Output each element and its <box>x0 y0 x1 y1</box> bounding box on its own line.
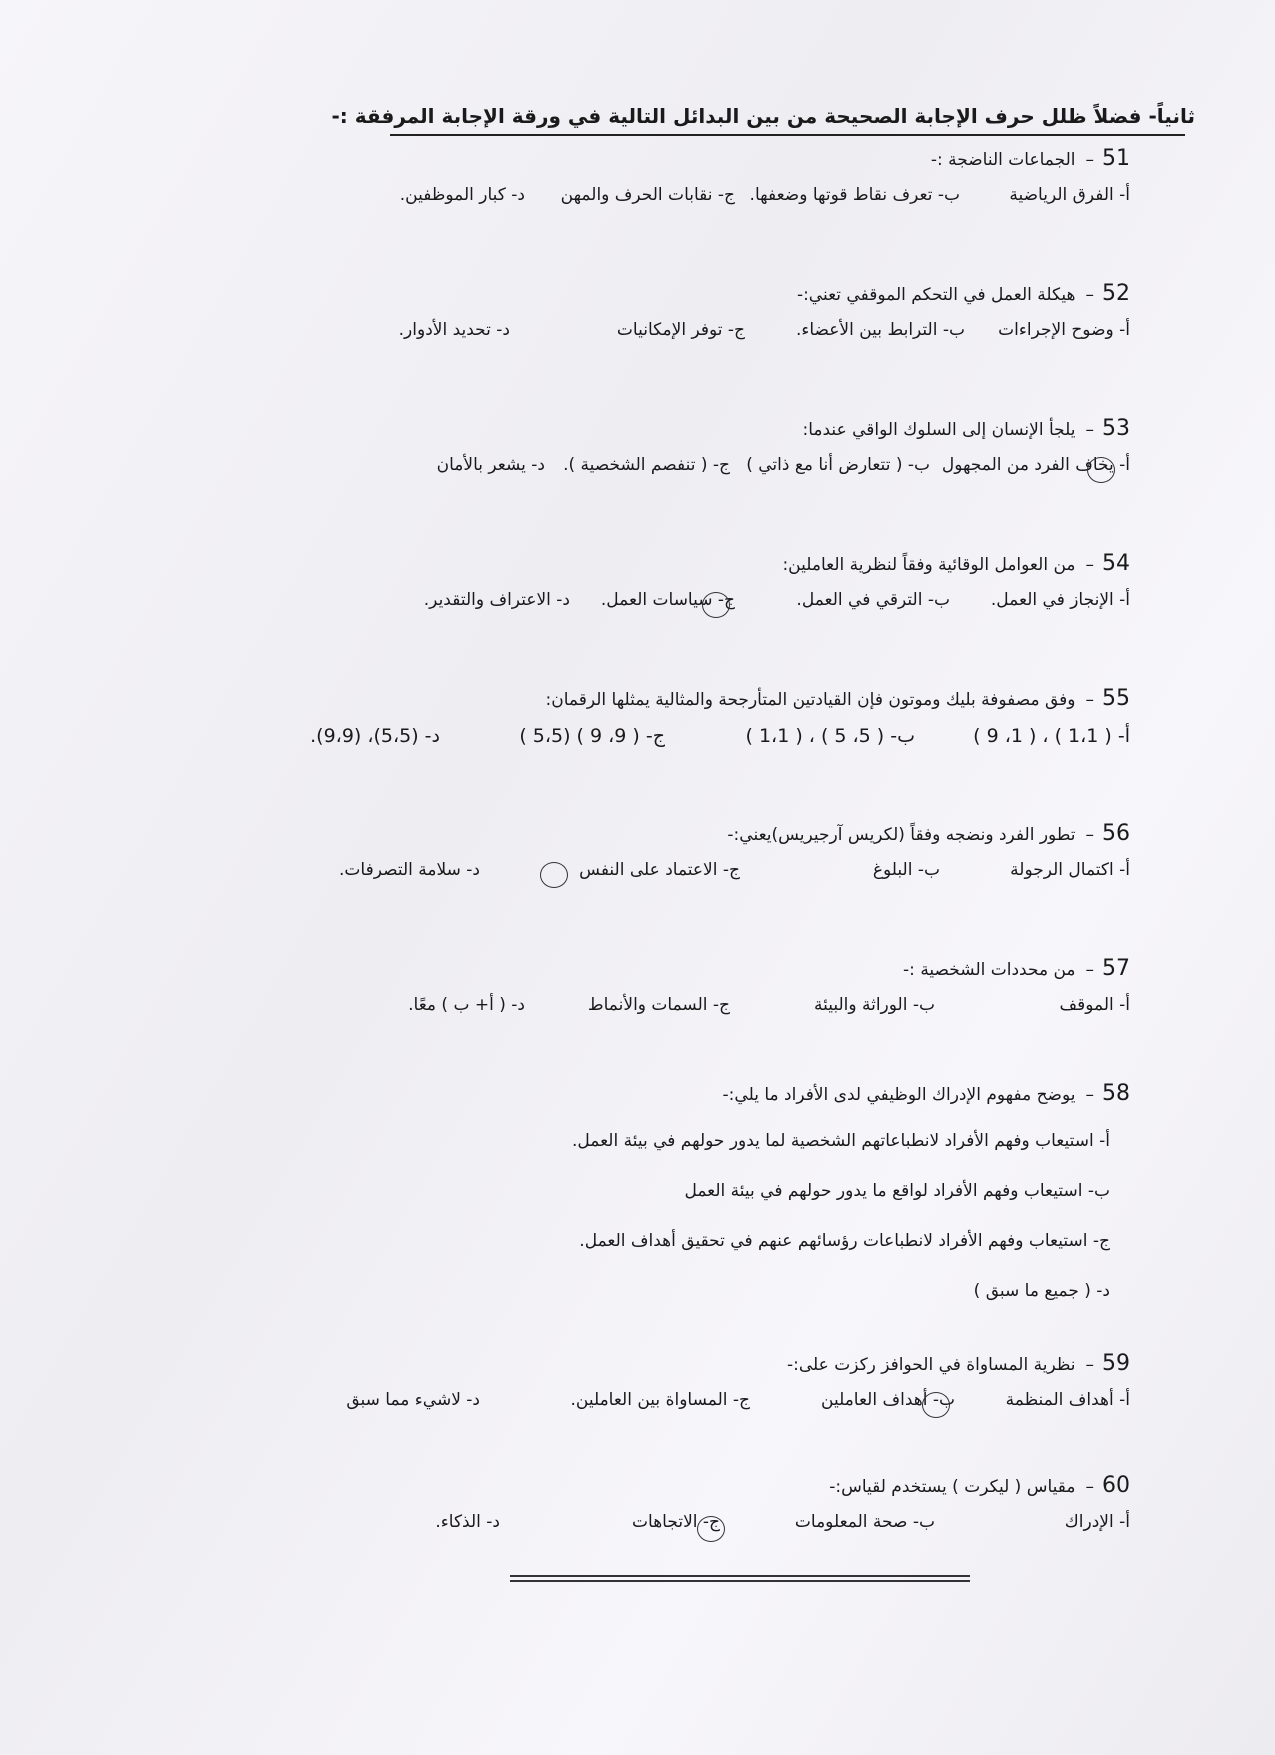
question-51 <box>130 145 1130 219</box>
option-d[interactable]: د- ( جميع ما سبق ) <box>973 1281 1110 1301</box>
handwritten-circle-mark <box>697 1516 725 1542</box>
option-d[interactable]: د- سلامة التصرفات. <box>339 860 480 880</box>
question-text: يلجأ الإنسان إلى السلوك الواقي عندما: <box>802 420 1076 440</box>
question-text: يوضح مفهوم الإدراك الوظيفي لدى الأفراد ما يلي:- <box>722 1085 1076 1105</box>
option-c[interactable]: ج- ( تنفصم الشخصية ). <box>563 455 730 475</box>
option-c[interactable]: ج- نقابات الحرف والمهن <box>560 185 735 205</box>
handwritten-circle-mark <box>702 592 730 618</box>
option-a[interactable]: أ- اكتمال الرجولة <box>1010 860 1130 880</box>
option-b[interactable]: ب- صحة المعلومات <box>794 1512 935 1532</box>
question-number: 58 <box>1102 1081 1130 1106</box>
option-d[interactable]: د- يشعر بالأمان <box>436 455 545 475</box>
question-number: 59 <box>1102 1351 1130 1376</box>
option-a[interactable]: أ- استيعاب وفهم الأفراد لانطباعاتهم الشخصية لما يدور حولهم في بيئة العمل. <box>571 1131 1110 1151</box>
option-c[interactable]: ج- سياسات العمل. <box>600 590 735 610</box>
question-number: 54 <box>1102 551 1130 576</box>
options-row <box>130 860 1130 894</box>
options-row <box>130 185 1130 219</box>
option-c[interactable]: ج- ( 9، 9 ) (5،5 ) <box>519 725 665 747</box>
question-stem: 56–تطور الفرد ونضجه وفقاً (لكريس آرجيريس)يعني:- <box>727 821 1130 846</box>
options-row <box>130 590 1130 624</box>
option-c[interactable]: ج- استيعاب وفهم الأفراد لانطباعات رؤسائهم عنهم في تحقيق أهداف العمل. <box>579 1231 1110 1251</box>
question-number: 60 <box>1102 1473 1130 1498</box>
handwritten-circle-mark <box>922 1392 950 1418</box>
option-d[interactable]: د- ( أ+ ب ) معًا. <box>408 995 525 1015</box>
question-number: 52 <box>1102 281 1130 306</box>
option-a[interactable]: أ- أهداف المنظمة <box>1005 1390 1130 1410</box>
option-d[interactable]: د- لاشيء مما سبق <box>346 1390 480 1410</box>
question-text: تطور الفرد ونضجه وفقاً (لكريس آرجيريس)يعني:- <box>727 825 1076 845</box>
question-stem: 52–هيكلة العمل في التحكم الموقفي تعني:- <box>796 281 1130 306</box>
question-text: هيكلة العمل في التحكم الموقفي تعني:- <box>796 285 1076 305</box>
handwritten-circle-mark <box>1087 457 1115 483</box>
options-row <box>130 455 1130 489</box>
question-stem: 57–من محددات الشخصية :- <box>903 956 1130 981</box>
option-d[interactable]: د- الاعتراف والتقدير. <box>423 590 570 610</box>
question-stem: 54–من العوامل الوقائية وفقاً لنظرية العاملين: <box>782 551 1130 576</box>
options-row <box>130 1390 1130 1424</box>
option-b[interactable]: ب- الترابط بين الأعضاء. <box>795 320 965 340</box>
option-c[interactable]: ج- توفر الإمكانيات <box>616 320 745 340</box>
question-number: 53 <box>1102 416 1130 441</box>
handwritten-circle-mark <box>540 862 568 888</box>
question-59 <box>130 1350 1130 1424</box>
question-stem: 55–وفق مصفوفة بليك وموتون فإن القيادتين المتأرجحة والمثالية يمثلها الرقمان: <box>545 686 1130 711</box>
heading-underline <box>390 134 1185 136</box>
options-row <box>130 320 1130 354</box>
option-a[interactable]: أ- الإنجاز في العمل. <box>990 590 1130 610</box>
option-a[interactable]: أ- الموقف <box>1059 995 1130 1015</box>
question-text: نظرية المساواة في الحوافز ركزت على:- <box>786 1355 1076 1375</box>
option-b[interactable]: ب- أهداف العاملين <box>821 1390 955 1410</box>
question-58 <box>130 1080 1130 1304</box>
options-row <box>130 995 1130 1029</box>
option-d[interactable]: د- (5،5)، (9،9). <box>310 725 440 747</box>
option-b[interactable]: ب- تعرف نقاط قوتها وضعفها. <box>749 185 960 205</box>
option-d[interactable]: د- كبار الموظفين. <box>399 185 525 205</box>
option-c[interactable]: ج- السمات والأنماط <box>587 995 730 1015</box>
question-52 <box>130 280 1130 354</box>
question-text: من العوامل الوقائية وفقاً لنظرية العاملين: <box>782 555 1076 575</box>
question-stem: 53–يلجأ الإنسان إلى السلوك الواقي عندما: <box>802 416 1130 441</box>
question-56 <box>130 820 1130 894</box>
option-b[interactable]: ب- الوراثة والبيئة <box>813 995 935 1015</box>
options-row <box>130 1512 1130 1546</box>
question-53 <box>130 415 1130 489</box>
question-text: وفق مصفوفة بليك وموتون فإن القيادتين المتأرجحة والمثالية يمثلها الرقمان: <box>545 690 1076 710</box>
question-number: 55 <box>1102 686 1130 711</box>
option-a[interactable]: أ- وضوح الإجراءات <box>998 320 1130 340</box>
option-b[interactable]: ب- استيعاب وفهم الأفراد لواقع ما يدور حولهم في بيئة العمل <box>684 1181 1110 1201</box>
question-number: 51 <box>1102 146 1130 171</box>
options-row <box>130 725 1130 759</box>
footer-rule-bottom <box>510 1580 970 1582</box>
question-text: الجماعات الناضجة :- <box>930 150 1076 170</box>
option-b[interactable]: ب- ( 5، 5 ) ، ( 1،1 ) <box>745 725 915 747</box>
question-number: 57 <box>1102 956 1130 981</box>
option-b[interactable]: ب- البلوغ <box>872 860 940 880</box>
question-57 <box>130 955 1130 1029</box>
question-text: مقياس ( ليكرت ) يستخدم لقياس:- <box>829 1477 1076 1497</box>
question-stem: 58–يوضح مفهوم الإدراك الوظيفي لدى الأفراد ما يلي:- <box>722 1081 1130 1106</box>
question-stem: 60–مقياس ( ليكرت ) يستخدم لقياس:- <box>829 1473 1130 1498</box>
option-b[interactable]: ب- الترقي في العمل. <box>796 590 950 610</box>
option-a[interactable]: أ- ( 1،1 ) ، ( 1، 9 ) <box>973 725 1130 747</box>
option-c[interactable]: ج- المساواة بين العاملين. <box>570 1390 750 1410</box>
question-55 <box>130 685 1130 759</box>
option-a[interactable]: أ- يخاف الفرد من المجهول <box>941 455 1130 475</box>
section-heading: ثانياً- فضلاً ظلل حرف الإجابة الصحيحة من بين البدائل التالية في ورقة الإجابة المرفقة :- <box>331 104 1195 128</box>
option-a[interactable]: أ- الإدراك <box>1064 1512 1130 1532</box>
option-a[interactable]: أ- الفرق الرياضية <box>1009 185 1130 205</box>
question-stem: 51–الجماعات الناضجة :- <box>930 146 1130 171</box>
option-c[interactable]: ج- الاعتماد على النفس <box>579 860 740 880</box>
option-d[interactable]: د- الذكاء. <box>435 1512 500 1532</box>
footer-rule-top <box>510 1575 970 1577</box>
question-60 <box>130 1472 1130 1546</box>
question-54 <box>130 550 1130 624</box>
option-c[interactable]: ج- الاتجاهات <box>632 1512 720 1532</box>
question-text: من محددات الشخصية :- <box>903 960 1076 980</box>
question-number: 56 <box>1102 821 1130 846</box>
option-d[interactable]: د- تحديد الأدوار. <box>398 320 510 340</box>
option-b[interactable]: ب- ( تتعارض أنا مع ذاتي ) <box>746 455 930 475</box>
question-stem: 59–نظرية المساواة في الحوافز ركزت على:- <box>786 1351 1130 1376</box>
